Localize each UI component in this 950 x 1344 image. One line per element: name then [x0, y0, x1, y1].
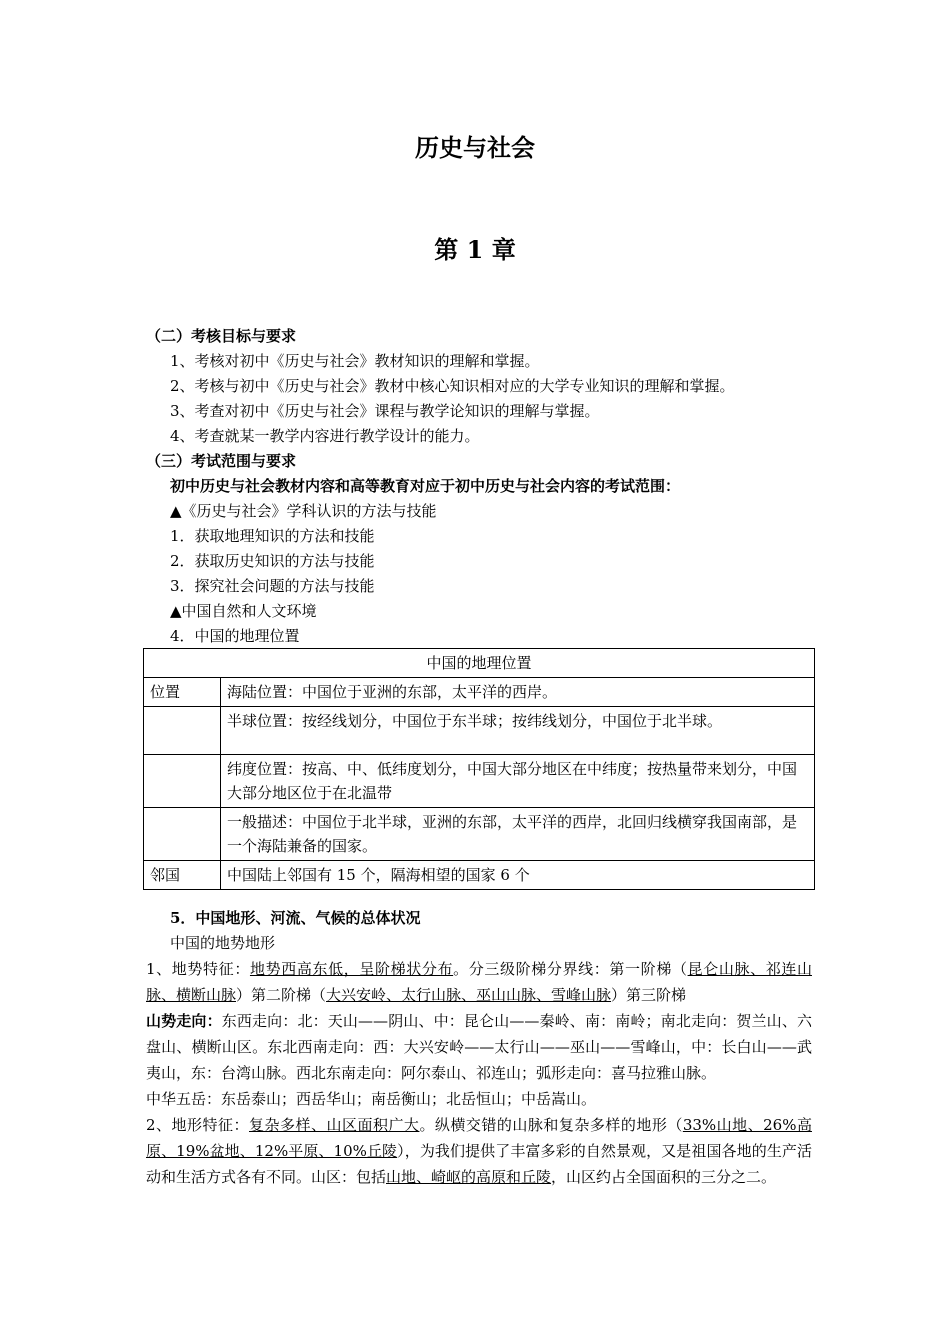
- p1-text: ）第三阶梯: [611, 986, 687, 1004]
- page-title: 历史与社会: [415, 133, 535, 162]
- section2-heading: （二）考核目标与要求: [146, 327, 297, 345]
- section5-heading: 5．中国地形、河流、气候的总体状况: [170, 909, 421, 927]
- table-header: 中国的地理位置: [144, 649, 815, 678]
- p4-text: 。纵横交错的山脉和复杂多样的地形（: [419, 1116, 683, 1134]
- section3-heading: （三）考试范围与要求: [146, 452, 297, 470]
- section5-subheading: 中国的地势地形: [170, 934, 276, 952]
- table-row: [144, 861, 815, 890]
- section3-line: ▲中国自然和人文环境: [170, 602, 317, 620]
- row-text: 半球位置：按经线划分，中国位于东半球；按纬线划分，中国位于北半球。: [221, 707, 815, 755]
- p1-text: 。分三级阶梯分界线：第一阶梯（: [453, 960, 688, 978]
- p1-underline: 昆仑山脉、祁连山脉、横断山脉: [146, 960, 812, 1004]
- p1-text: 1、地势特征：: [146, 960, 250, 978]
- section3-line: 1．获取地理知识的方法和技能: [170, 527, 375, 545]
- section3-line: 3．探究社会问题的方法与技能: [170, 577, 375, 595]
- table-row: [144, 678, 815, 707]
- row-text: 一般描述：中国位于北半球，亚洲的东部，太平洋的西岸，北回归线横穿我国南部，是一个海陆兼备的国家。: [221, 808, 815, 861]
- p1-underline: 大兴安岭、太行山脉、巫山山脉、雪峰山脉: [326, 986, 612, 1004]
- table-row: [144, 755, 815, 808]
- row-text: 纬度位置：按高、中、低纬度划分，中国大部分地区在中纬度；按热量带来划分，中国大部分地区位于在北温带: [221, 755, 815, 808]
- terrain-paragraph: [146, 956, 812, 1190]
- section3-line: 4．中国的地理位置: [170, 627, 300, 645]
- p4-underline: 复杂多样、山区面积广大: [249, 1116, 420, 1134]
- section2-item: 1、考核对初中《历史与社会》教材知识的理解和掌握。: [170, 352, 540, 370]
- p4-text: 2、地形特征：: [146, 1116, 249, 1134]
- p3-text: 中华五岳：东岳泰山；西岳华山；南岳衡山；北岳恒山；中岳嵩山。: [146, 1090, 597, 1108]
- row-text: 海陆位置：中国位于亚洲的东部，太平洋的西岸。: [221, 678, 815, 707]
- p4-underline: 山地、崎岖的高原和丘陵: [386, 1168, 552, 1186]
- table-row: [144, 707, 815, 755]
- section3-line: 2．获取历史知识的方法与技能: [170, 552, 375, 570]
- section2-item: 3、考查对初中《历史与社会》课程与教学论知识的理解与掌握。: [170, 402, 600, 420]
- table-header-row: [144, 649, 815, 678]
- row-label: 位置: [144, 678, 221, 707]
- p4-text: ），为我们提供了丰富多彩的自然景观，又是祖国各地的生产活动和生活方式各有不同。山区：包括: [146, 1142, 812, 1186]
- p2-text: 东西走向：北：天山——阴山、中：昆仑山——秦岭、南：南岭；南北走向：贺兰山、六盘山、横断山区。东北西南走向：西：大兴安岭——太行山——巫山——雪峰山，中：长白山——武夷山，东：台湾山脉。西北东南走向：阿尔泰山、祁连山；弧形走向：喜马拉雅山脉。: [146, 1012, 812, 1082]
- section2-item: 4、考查就某一教学内容进行教学设计的能力。: [170, 427, 480, 445]
- row-label: [144, 808, 221, 861]
- section2-item: 2、考核与初中《历史与社会》教材中核心知识相对应的大学专业知识的理解和掌握。: [170, 377, 735, 395]
- chapter-title: 第 1 章: [434, 235, 516, 264]
- table-row: [144, 808, 815, 861]
- p1-underline: 地势西高东低，呈阶梯状分布: [249, 960, 454, 978]
- row-label: 邻国: [144, 861, 221, 890]
- row-text: 中国陆上邻国有 15 个，隔海相望的国家 6 个: [221, 861, 815, 890]
- section3-intro: 初中历史与社会教材内容和高等教育对应于初中历史与社会内容的考试范围：: [170, 477, 681, 495]
- geo-location-table: [143, 648, 815, 890]
- row-label: [144, 755, 221, 808]
- section3-line: ▲《历史与社会》学科认识的方法与技能: [170, 502, 437, 520]
- row-label: [144, 707, 221, 755]
- p2-bold: 山势走向：: [146, 1012, 222, 1030]
- p4-text: ，山区约占全国面积的三分之二。: [551, 1168, 777, 1186]
- p1-text: ）第二阶梯（: [236, 986, 327, 1004]
- p4-underline: 33%山地、26%高原、19%盆地、12%平原、10%丘陵: [146, 1116, 812, 1160]
